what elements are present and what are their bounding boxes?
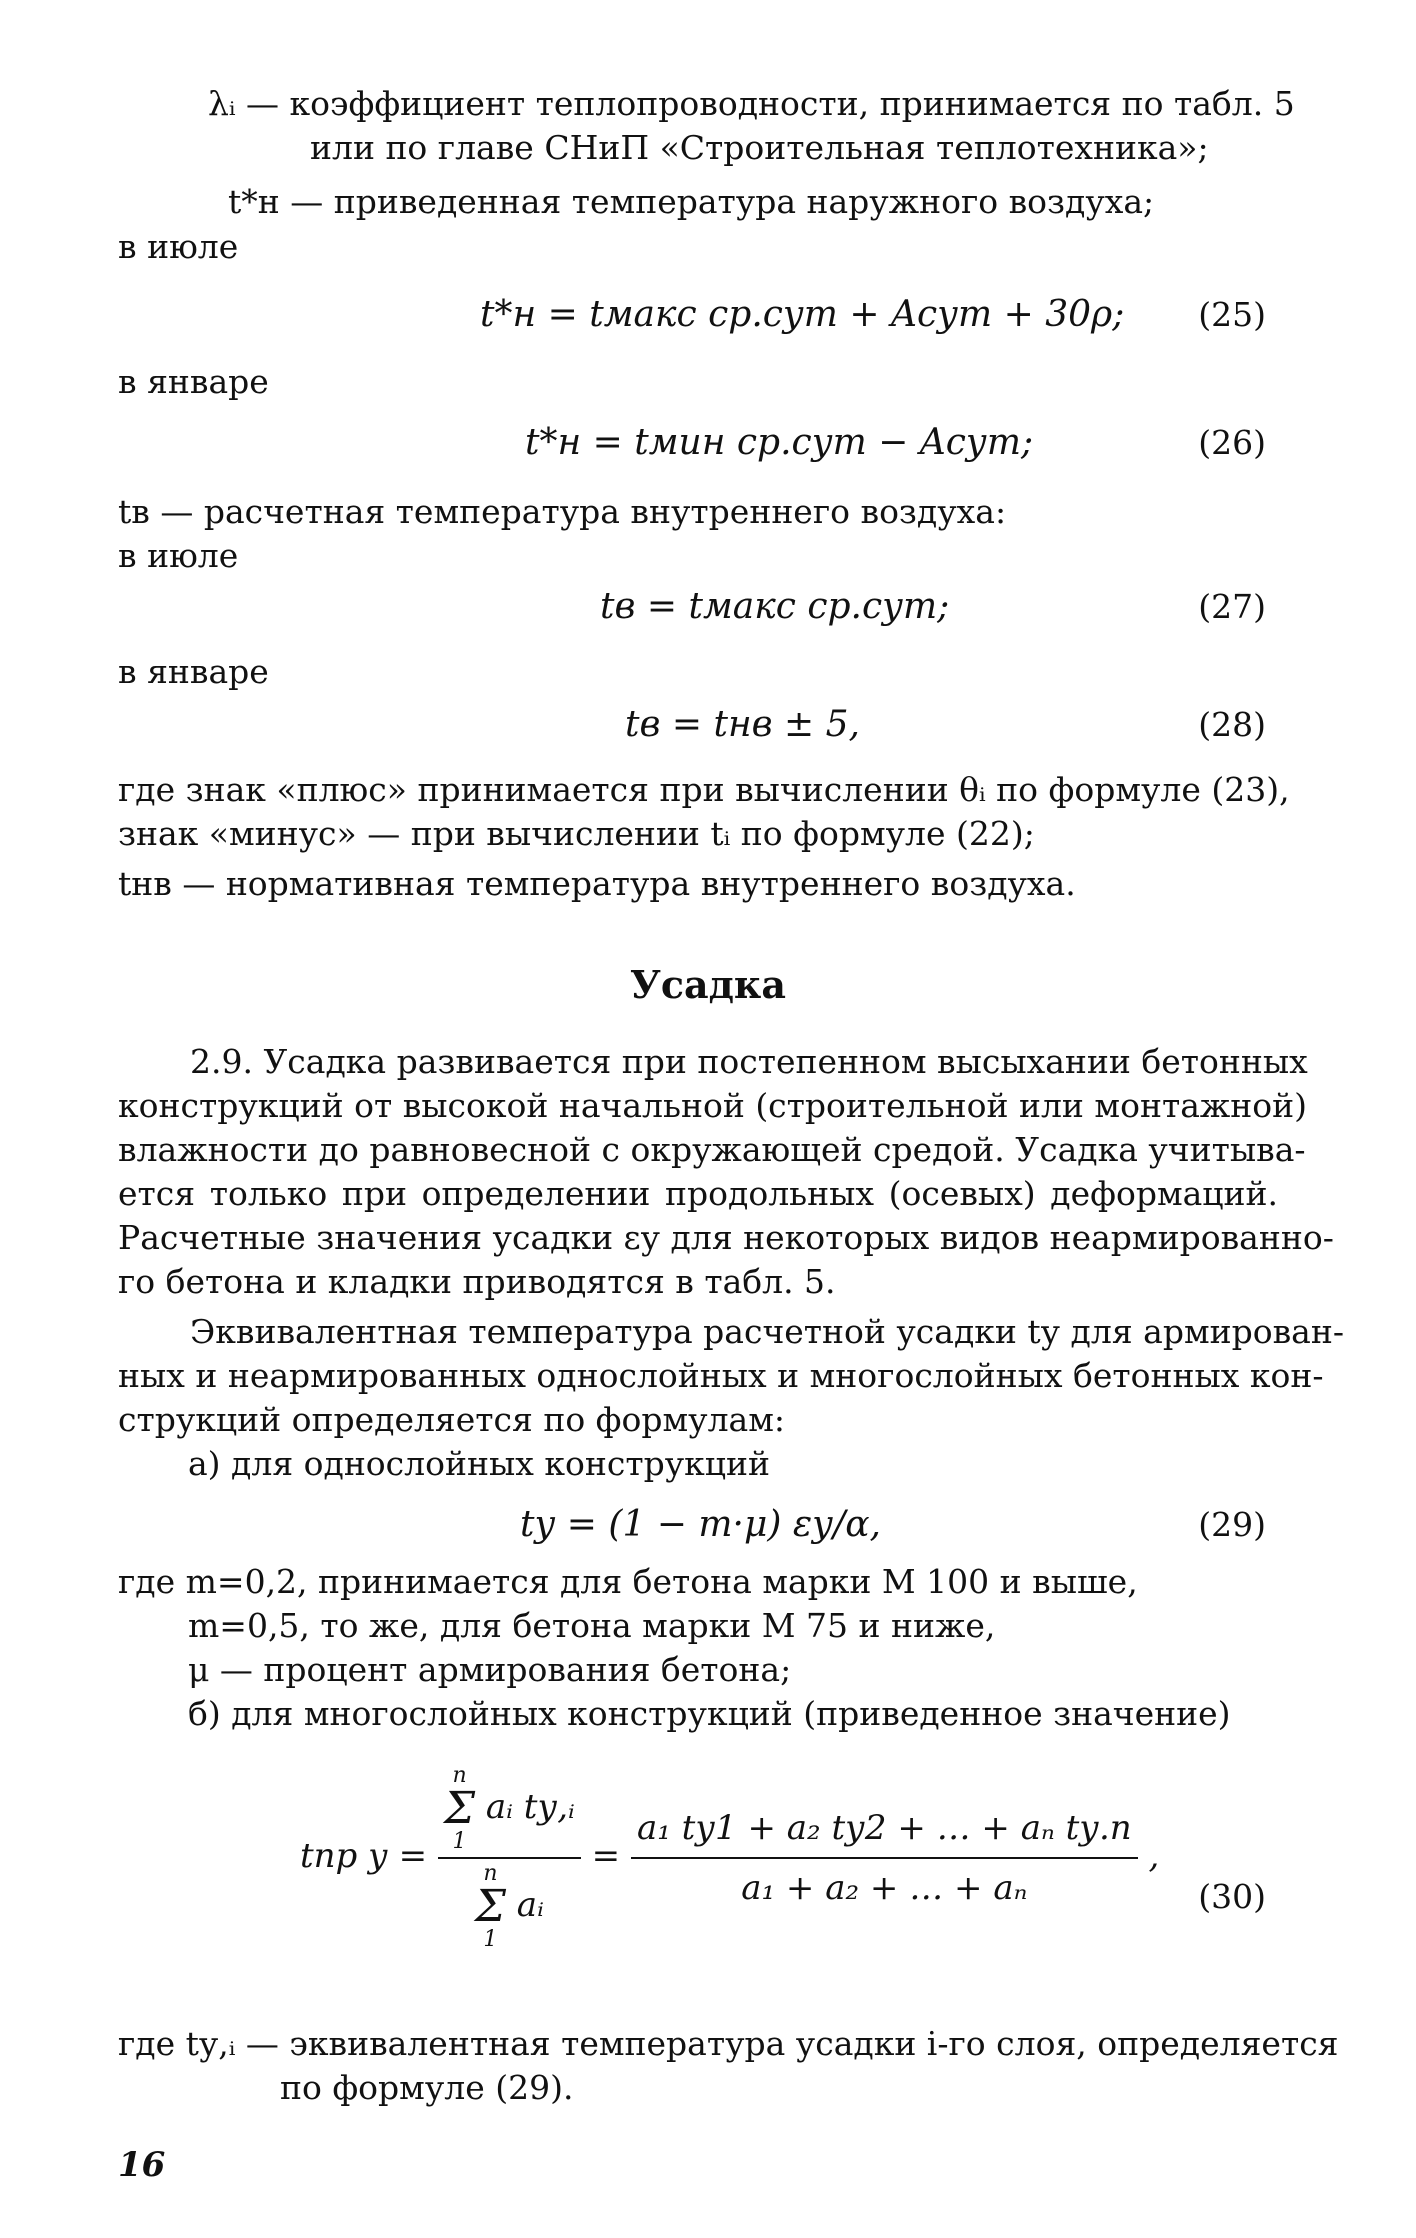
sign-note-line2: знак «минус» — при вычислении tᵢ по формуле (22); xyxy=(118,814,1035,853)
equation-29-number: (29) xyxy=(1198,1505,1266,1544)
para1-line5: Расчетные значения усадки εу для некоторых видов неармированно- xyxy=(118,1218,1334,1257)
mu-def: μ — процент армирования бетона; xyxy=(188,1650,792,1689)
tvn-def: tнв — нормативная температура внутреннего воздуха. xyxy=(118,864,1076,903)
item-b: б) для многослойных конструкций (приведенное значение) xyxy=(188,1694,1231,1733)
eq30-sum-fraction: n Σ 1 aᵢ tу,ᵢ n Σ 1 aᵢ xyxy=(438,1765,581,1951)
lambda-def-line1: λᵢ — коэффициент теплопроводности, принимается по табл. 5 xyxy=(208,84,1295,123)
equation-26-number: (26) xyxy=(1198,423,1266,462)
para1-line3: влажности до равновесной с окружающей средой. Усадка учитыва- xyxy=(118,1130,1306,1169)
para2-line3: струкций определяется по формулам: xyxy=(118,1400,786,1439)
label-july-1: в июле xyxy=(118,227,239,266)
equation-28-number: (28) xyxy=(1198,705,1266,744)
tyi-def-line2: по формуле (29). xyxy=(280,2068,574,2107)
item-a: а) для однослойных конструкций xyxy=(188,1444,770,1483)
para2-line1: Эквивалентная температура расчетной усадки tу для армирован- xyxy=(190,1312,1345,1351)
section-heading: Усадка xyxy=(630,962,786,1007)
label-july-2: в июле xyxy=(118,536,239,575)
para1-line6: го бетона и кладки приводятся в табл. 5. xyxy=(118,1262,836,1301)
sign-note-line1: где знак «плюс» принимается при вычислении θᵢ по формуле (23), xyxy=(118,770,1290,809)
eq30-lhs: tпр у xyxy=(300,1836,388,1876)
m-def-1: где m=0,2, принимается для бетона марки М 100 и выше, xyxy=(118,1562,1138,1601)
equation-30: tпр у = n Σ 1 aᵢ tу,ᵢ n Σ 1 aᵢ = $\frac{\text{a₁ tу1 + a₂ tу2 + … + aₙ tу.n}}{\text{a₁ + a₂ + … + aₙ}}$ , xyxy=(300,1763,1160,1952)
sum-symbol-bottom: n Σ 1 xyxy=(474,1861,506,1952)
equation-25-number: (25) xyxy=(1198,295,1266,334)
para1-line1: 2.9. Усадка развивается при постепенном высыхании бетонных xyxy=(190,1042,1308,1081)
equation-27: tв = tмакс ср.сут; xyxy=(600,586,950,627)
eq30-expanded-fraction: $\frac{\text{a₁ tу1 + a₂ tу2 + … + aₙ tу.n}}{\text{a₁ + a₂ + … + aₙ}}$ xyxy=(631,1803,1138,1913)
tyi-def-line1: где tу,ᵢ — эквивалентная температура усадки i-го слоя, определяется xyxy=(118,2024,1339,2063)
tn-def: t*н — приведенная температура наружного воздуха; xyxy=(228,182,1155,221)
page-number: 16 xyxy=(118,2145,166,2185)
equation-25: t*н = tмакс ср.сут + Aсут + 30ρ; xyxy=(480,294,1125,335)
lambda-def-line2: или по главе СНиП «Строительная теплотехника»; xyxy=(310,128,1209,167)
sum-symbol-top: n Σ 1 xyxy=(443,1763,476,1854)
label-january-1: в январе xyxy=(118,362,269,401)
equation-28: tв = tнв ± 5, xyxy=(625,704,861,745)
m-def-2: m=0,5, то же, для бетона марки М 75 и ниже, xyxy=(188,1606,996,1645)
equation-26: t*н = tмин ср.сут − Aсут; xyxy=(525,422,1034,463)
equation-30-number: (30) xyxy=(1198,1877,1266,1916)
para2-line2: ных и неармированных однослойных и многослойных бетонных кон- xyxy=(118,1356,1324,1395)
para1-line2: конструкций от высокой начальной (строительной или монтажной) xyxy=(118,1086,1307,1125)
tv-def: tв — расчетная температура внутреннего воздуха: xyxy=(118,492,1007,531)
label-january-2: в январе xyxy=(118,652,269,691)
equation-27-number: (27) xyxy=(1198,587,1266,626)
para1-line4: ется только при определении продольных (осевых) деформаций. xyxy=(118,1174,1278,1213)
equation-29: tу = (1 − m·μ) εу/α, xyxy=(520,1504,881,1545)
